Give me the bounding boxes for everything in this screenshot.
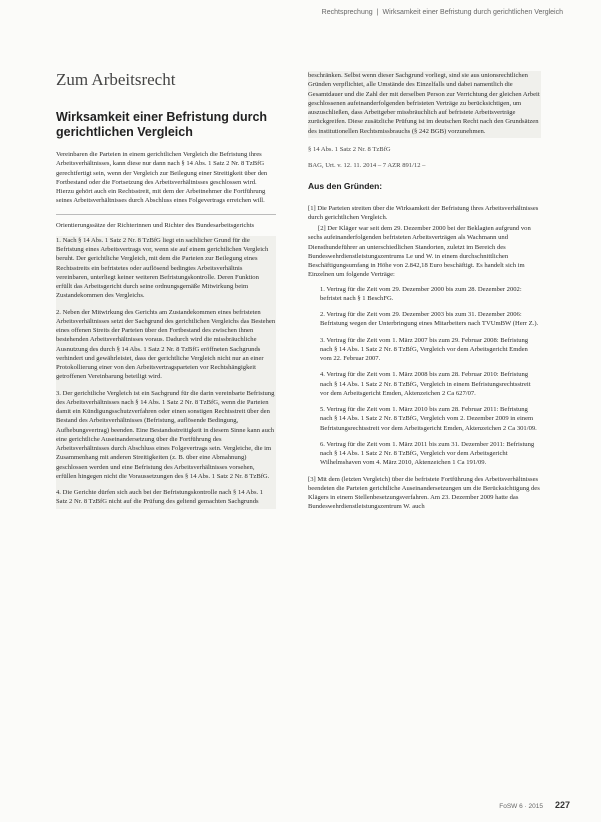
guideline-1: 1. Nach § 14 Abs. 1 Satz 2 Nr. 8 TzBfG liegt ein sachlicher Grund für die Befristung eines Arbeitsvertrags vor, wenn sie auf einem gerichtlichen Vergleich beruht. Der gerichtliche Vergleich, mit dem die Parteien zur Beilegung eines Rechtsstreits ein befristetes oder auflösend bedingtes Arbeitsverhältnis vereinbaren, unterliegt keiner weiteren Befristungskontrolle. Deren Funktion erfüllt das Arbeitsgericht durch seine ordnungsgemäße Mitwirkung beim Zustandekommen des Vergleichs.: [56, 236, 269, 300]
guideline-4: 4. Die Gerichte dürfen sich auch bei der Befristungskontrolle nach § 14 Abs. 1 Satz 2 Nr. 8 TzBfG nicht auf die Prüfung des geltend gemachten Sachgrunds: [56, 489, 264, 506]
contract-item: 1. Vertrag für die Zeit vom 29. Dezember 2000 bis zum 28. Dezember 2002: befristet nach § 1 BeschFG.: [320, 285, 522, 302]
gruende-paragraph-2: [2] Der Kläger war seit dem 29. Dezember 2000 bei der Beklagten aufgrund von sechs aufeinanderfolgenden befristeten Arbeitsverträgen als Wachmann und Diensthundeführer an unterschiedlichen Standorten, zuletzt im Bereich des Bundeswehrdienstleistungszentrums Le und W. in einem durchschnittlichen Beschäftigungsumfang in Höhe von 2.842,18 Euro beschäftigt. Es handelt sich im Einzelnen um folgende Verträge:: [308, 225, 531, 279]
section-title: Zum Arbeitsrecht: [56, 70, 176, 89]
left-column: [56, 110, 276, 516]
case-reference: BAG, Urt. v. 12. 11. 2014 – 7 AZR 891/12 –: [308, 162, 426, 169]
guidelines-heading: Orientierungssätze der Richterinnen und Richter des Bundesarbeitsgerichts: [56, 214, 276, 230]
header-running-title: Wirksamkeit einer Befristung durch gerichtlichen Vergleich: [382, 9, 563, 16]
article-lead: Vereinbaren die Parteien in einem gerichtlichen Vergleich die Befristung ihres Arbeitsverhältnisses, kann diese nur dann nach § 14 Abs. 1 Satz 2 Nr. 8 TzBfG gerechtfertigt sein, wenn der Vergleich zur Beilegung einer Streitigkeit über den Fortbestand oder die Fortsetzung des Arbeitsverhältnisses geschlossen wird. Hierzu gehört auch ein Rechtsstreit, mit dem der Arbeitnehmer die Fortführung seines Arbeitsverhältnisses durch Abschluss eines Folgevertrags erreichen will.: [56, 151, 268, 205]
contract-list: [308, 285, 541, 468]
contract-item: 3. Vertrag für die Zeit vom 1. März 2007 bis zum 29. Februar 2008: Befristung nach § 14 Abs. 1 Satz 2 Nr. 8 TzBfG, Vergleich vor dem Arbeitsgericht Emden vom 22. Februar 2007.: [320, 336, 529, 362]
article-title: Wirksamkeit einer Befristung durch gerichtlichen Vergleich: [56, 110, 268, 139]
guideline-2: 2. Neben der Mitwirkung des Gerichts am Zustandekommen eines befristeten Arbeitsverhältnisses setzt der Sachgrund des gerichtlichen Vergleichs das Bestehen eines offenen Streits der Parteien über den Fortbestand des zwischen ihnen bestehenden Arbeitsverhältnisses voraus. Dadurch wird die missbräuchliche Ausnutzung des durch § 14 Abs. 1 Satz 2 Nr. 8 TzBfG eröffneten Sachgrunds verhindert und gewährleistet, dass der gerichtliche Vergleich nicht nur an einer Protokollierung einer von den Arbeitsvertragsparteien vor Rechtshängigkeit getroffenen Vereinbarung beteiligt wird.: [56, 308, 276, 381]
statute-reference: § 14 Abs. 1 Satz 2 Nr. 8 TzBfG: [308, 145, 391, 153]
header-category: Rechtsprechung: [321, 9, 373, 16]
contract-item: 5. Vertrag für die Zeit vom 1. März 2010 bis zum 28. Februar 2011: Befristung nach § 14 Abs. 1 Satz 2 Nr. 8 TzBfG, Vergleich vom 2. Dezember 2009 in einem Befristungsrechtsstreit vor dem Arbeitsgericht Emden, Aktenzeichen 2 Ca 301/09.: [320, 406, 537, 432]
gruende-heading: Aus den Gründen:: [308, 181, 383, 192]
guidelines-box-continued: [308, 71, 541, 138]
guideline-3: 3. Der gerichtliche Vergleich ist ein Sachgrund für die darin vereinbarte Befristung des Arbeitsverhältnisses nach § 14 Abs. 1 Satz 2 Nr. 8 TzBfG, wenn die Parteien damit ein Kündigungsschutzverfahren oder einen sonstigen Rechtsstreit über den Bestand des Arbeitsverhältnisses (Befristung, auflösende Bedingung, Aufhebungsvertrag) beenden. Eine Bestandsstreitigkeit in diesem Sinne kann auch eine gerichtliche Auseinandersetzung über die Fortführung des Arbeitsverhältnisses durch Abschluss eines Folgevertrags sein. Vergleiche, die im Zusammenhang mit anderen Streitigkeiten (z. B. über eine Abmahnung) geschlossen werden und eine Befristung des Arbeitsverhältnisses vorsehen, erfüllen hingegen nicht die Voraussetzungen des § 14 Abs. 1 Satz 2 Nr. 8 TzBfG.: [56, 389, 275, 480]
contract-item: 4. Vertrag für die Zeit vom 1. März 2008 bis zum 28. Februar 2010: Befristung nach § 14 Abs. 1 Satz 2 Nr. 8 TzBfG, Vergleich in einem Befristungsrechtsstreit vor dem Arbeitsgericht Emden, Aktenzeichen 2 Ca 627/07.: [320, 371, 531, 397]
page-footer: [499, 795, 570, 813]
footer-source: FoSW 6 · 2015: [499, 803, 543, 810]
right-column: [308, 71, 541, 512]
page-number: 227: [554, 800, 570, 810]
guideline-4-continued: beschränken. Selbst wenn dieser Sachgrund vorliegt, sind sie aus unionsrechtlichen Gründen verpflichtet, alle Umstände des Einzelfalls und dabei namentlich die Gesamtdauer und die Zahl der mit derselben Person zur Verrichtung der gleichen Arbeit geschlossenen aufeinanderfolgenden befristeten Verträge zu berücksichtigen, um auszuschließen, dass Arbeitgeber missbräuchlich auf befristete Arbeitsverträge zurückgreifen. Diese zusätzliche Prüfung ist im deutschen Recht nach den Grundsätzen des institutionellen Rechtsmissbrauchs (§ 242 BGB) vorzunehmen.: [308, 72, 540, 135]
gruende-paragraph-3: [3] Mit dem (letzten Vergleich) über die befristete Fortführung des Arbeitsverhältnisses beendeten die Parteien gerichtliche Auseinandersetzungen um die Berücksichtigung des Klägers in einem Stellenbesetzungsverfahren. Am 23. Dezember 2009 hatte das Bundeswehrdienstleistungszentrum W. auch: [308, 475, 540, 511]
running-header: [322, 9, 563, 16]
header-separator: |: [376, 9, 379, 16]
contract-item: 2. Vertrag für die Zeit vom 29. Dezember 2003 bis zum 31. Dezember 2006: Befristung wegen der Unterbringung eines Mitarbeiters nach TVUmBW (Herr Z.).: [320, 311, 539, 328]
contract-item: 6. Vertrag für die Zeit vom 1. März 2011 bis zum 31. Dezember 2011: Befristung nach § 14 Abs. 1 Satz 2 Nr. 8 TzBfG, Vergleich vor dem Arbeitsgericht Wilhelmshaven vom 4. März 2010, Aktenzeichen 1 Ca 191/09.: [320, 440, 535, 467]
guidelines-box: [56, 236, 276, 509]
gruende-paragraph-1: [1] Die Parteien streiten über die Wirksamkeit der Befristung ihres Arbeitsverhältnisses durch gerichtlichen Vergleich.: [308, 204, 539, 221]
